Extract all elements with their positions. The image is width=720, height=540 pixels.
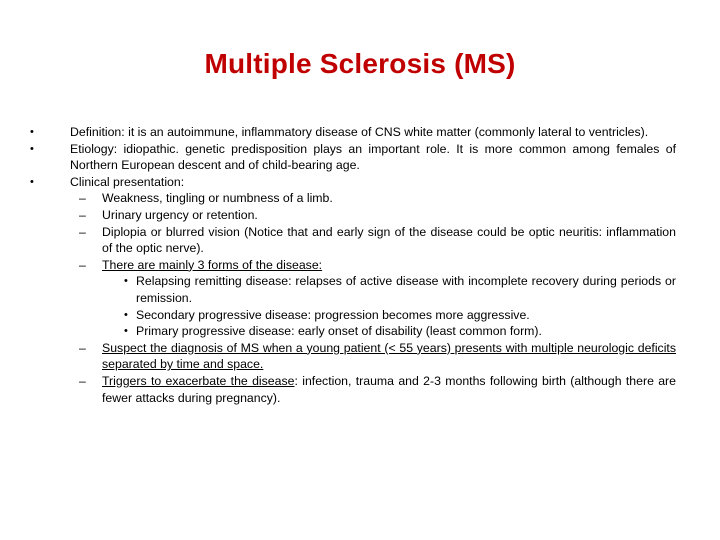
- dash-marker: –: [79, 191, 86, 206]
- clinical-item-weakness: [30, 190, 676, 207]
- urinary-text: Urinary urgency or retention.: [102, 207, 258, 222]
- bullet-marker: •: [124, 325, 128, 338]
- clinical-item-triggers: [30, 373, 676, 406]
- bullet-marker: •: [30, 175, 34, 188]
- clinical-item-urinary: [30, 207, 676, 224]
- primary-text: Primary progressive disease: early onset of disability (least common form).: [136, 324, 542, 339]
- relapsing-text: Relapsing remitting disease: relapses of active disease with incomplete recovery during periods or remission.: [136, 274, 676, 305]
- form-item-secondary: [30, 307, 676, 324]
- bullet-definition: [30, 124, 676, 141]
- definition-text: it is an autoimmune, inflammatory disease of CNS white matter (commonly lateral to ventricles).: [128, 125, 649, 139]
- weakness-text: Weakness, tingling or numbness of a limb.: [102, 191, 333, 206]
- triggers-text: : infection, trauma and 2-3 months following birth (although there are fewer attacks during pregnancy).: [102, 373, 676, 405]
- bullet-marker: •: [124, 275, 128, 288]
- bullet-clinical: [30, 174, 676, 191]
- bullet-marker: •: [30, 126, 34, 138]
- etiology-label: Etiology:: [70, 141, 118, 156]
- dash-marker: –: [79, 257, 86, 272]
- form-item-primary: [30, 323, 676, 340]
- clinical-item-forms: [30, 257, 676, 274]
- slide-content: [30, 124, 676, 406]
- suspect-text: Suspect the diagnosis of MS when a young patient (< 55 years) presents with multiple neurologic deficits separated by time and space.: [102, 340, 676, 372]
- dash-marker: –: [79, 224, 86, 239]
- bullet-etiology: [30, 141, 676, 174]
- forms-text: There are mainly 3 forms of the disease:: [102, 257, 323, 272]
- dash-marker: –: [79, 207, 86, 222]
- dash-marker: –: [79, 373, 86, 388]
- bullet-marker: •: [124, 308, 128, 321]
- clinical-label: Clinical presentation:: [70, 174, 185, 189]
- secondary-text: Secondary progressive disease: progression becomes more aggressive.: [136, 307, 530, 322]
- bullet-marker: •: [30, 142, 34, 155]
- slide-title: Multiple Sclerosis (MS): [204, 48, 516, 79]
- clinical-item-suspect: [30, 340, 676, 373]
- diplopia-text: Diplopia or blurred vision (Notice that and early sign of the disease could be optic neuritis: inflammation of the optic nerve).: [102, 224, 676, 256]
- clinical-item-diplopia: [30, 224, 676, 257]
- etiology-text: idiopathic. genetic predisposition plays an important role. It is more common among females of Northern European descent and of child-bearing age.: [70, 141, 676, 173]
- triggers-label: Triggers to exacerbate the disease: [102, 373, 295, 388]
- dash-marker: –: [79, 340, 86, 355]
- form-item-relapsing: [30, 273, 676, 306]
- definition-label: Definition:: [70, 125, 125, 139]
